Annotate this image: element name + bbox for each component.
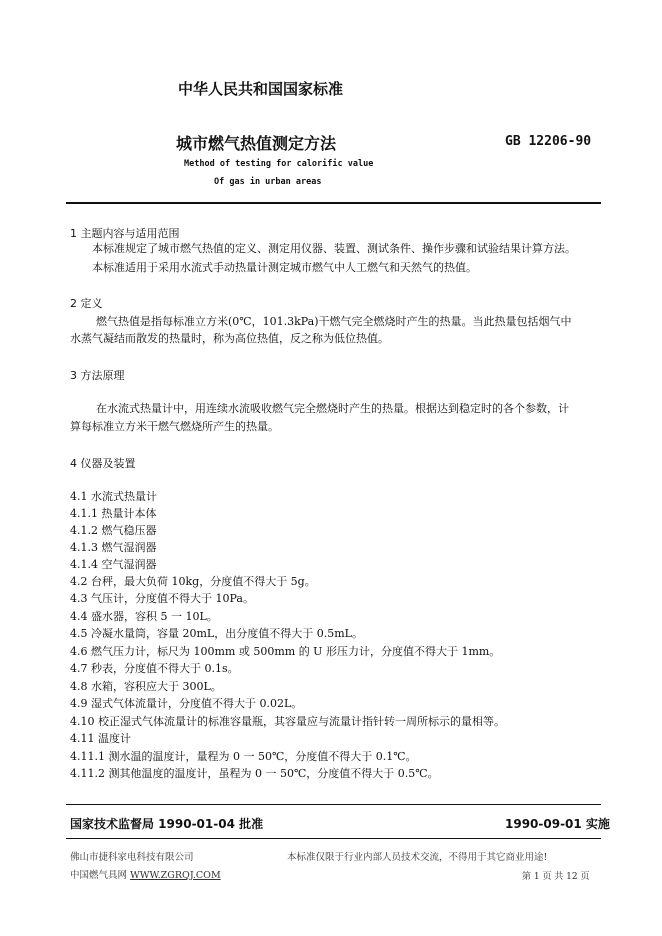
list-item: 4.1.1 热量计本体 [70,507,157,520]
footer-site-label: 中国燃气具网 [70,870,131,881]
list-item: 4.1.3 燃气湿润器 [70,541,157,554]
list-item: 4.1 水流式热量计 [70,490,157,503]
section-1-paragraph-2: 本标准适用于采用水流式手动热量计测定城市燃气中人工燃气和天然气的热值。 [92,261,477,274]
list-item: 4.8 水箱，容积应大于 300L。 [70,680,222,693]
footer-site-link[interactable]: WWW.ZGRQJ.COM [130,870,221,881]
section-2-heading: 2 定义 [70,297,103,310]
footer-site [70,867,221,881]
english-title-line2: Of gas in urban areas [214,177,322,187]
implementation-date: 1990-09-01 实施 [505,817,610,831]
approval-text: 国家技术监督局 1990-01-04 批准 [70,817,264,831]
section-1-paragraph-1: 本标准规定了城市燃气热值的定义、测定用仪器、装置、测试条件、操作步骤和试验结果计算方法。 [92,242,576,255]
list-item: 4.6 燃气压力计，标尺为 100mm 或 500mm 的 U 形压力计，分度值不得大于 1mm。 [70,645,501,658]
section-4-heading: 4 仪器及装置 [70,457,136,470]
section-1-heading: 1 主题内容与适用范围 [70,227,180,240]
list-item: 4.1.4 空气湿润器 [70,558,157,571]
standard-code: GB 12206-90 [505,134,592,149]
section-3-paragraph-line1: 在水流式热量计中，用连续水流吸收燃气完全燃烧时产生的热量。根据达到稳定时的各个参数，计 [96,402,569,415]
footer-notice: 本标准仅限于行业内部人员技术交流，不得用于其它商业用途! [287,852,548,863]
footer-company: 佛山市捷科家电科技有限公司 [70,852,194,863]
list-item: 4.11 温度计 [70,732,131,745]
header-divider [66,202,601,204]
list-item: 4.10 校正湿式气体流量计的标准容量瓶，其容量应与流量计指针转一周所标示的量相等。 [70,715,505,728]
section-2-paragraph-line1: 燃气热值是指每标准立方米(0℃，101.3kPa)干燃气完全燃烧时产生的热量。当此热量包括烟气中 [96,315,572,328]
list-item: 4.4 盛水器，容积 5 一 10L。 [70,610,218,623]
section-3-heading: 3 方法原理 [70,369,125,382]
section-3-paragraph-line2: 算每标准立方米干燃气燃烧所产生的热量。 [70,420,279,433]
standard-name: 中华人民共和国国家标准 [178,80,344,98]
list-item: 4.2 台秤，最大负荷 10kg，分度值不得大于 5g。 [70,575,316,588]
section-2-paragraph-line2: 水蒸气凝结而散发的热量时，称为高位热值，反之称为低位热值。 [70,332,389,345]
document-title: 城市燃气热值测定方法 [176,134,337,153]
list-item: 4.11.1 测水温的温度计，量程为 0 一 50℃，分度值不得大于 0.1℃。 [70,750,417,763]
list-item: 4.7 秒表，分度值不得大于 0.1s。 [70,662,239,675]
page-number: 第 1 页 共 12 页 [522,872,590,882]
list-item: 4.5 冷凝水量筒，容量 20mL，出分度值不得大于 0.5mL。 [70,627,363,640]
english-title-line1: Method of testing for calorific value [184,159,374,169]
list-item: 4.11.2 测其他温度的温度计，虽程为 0 一 50℃，分度值不得大于 0.5℃。 [70,767,439,780]
approval-divider [66,804,601,805]
footer-divider [66,838,601,839]
list-item: 4.9 湿式气体流量计，分度值不得大于 0.02L。 [70,697,303,710]
list-item: 4.3 气压计，分度值不得大于 10Pa。 [70,592,254,605]
list-item: 4.1.2 燃气稳压器 [70,524,157,537]
